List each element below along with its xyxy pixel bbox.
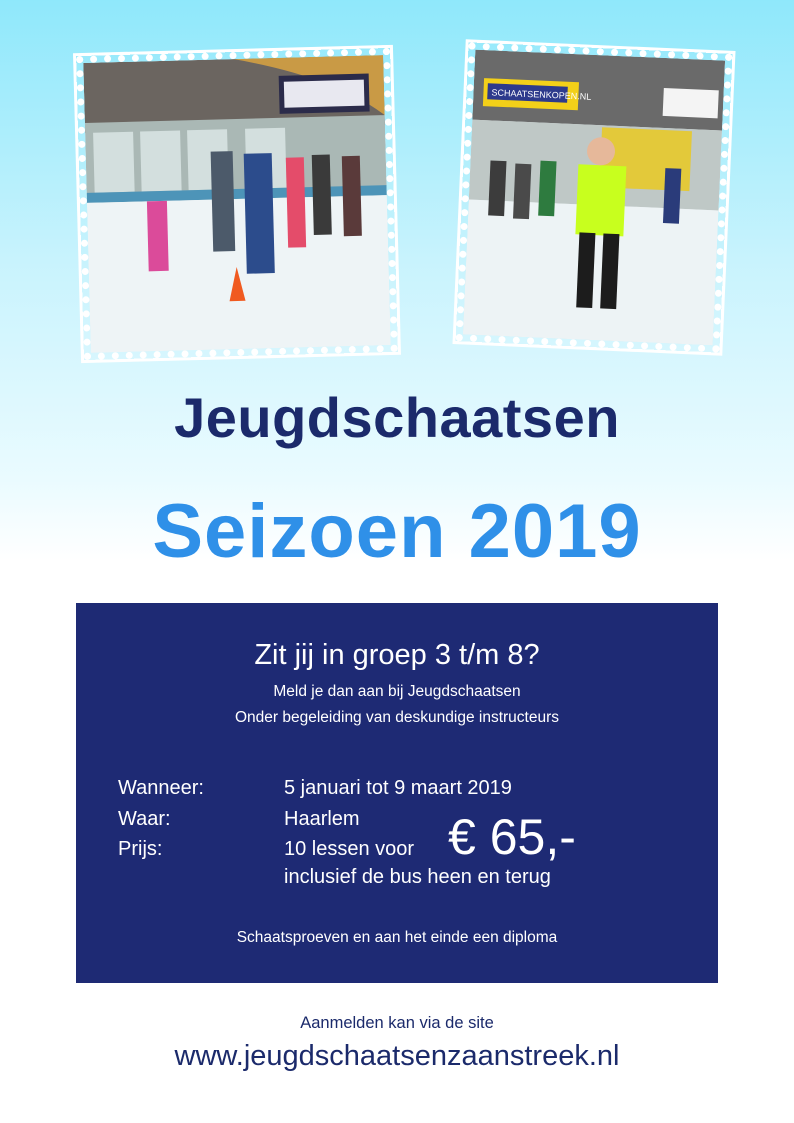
diploma-note: Schaatsproeven en aan het einde een diploma: [236, 929, 558, 946]
poster-subtitle: Seizoen 2019: [152, 489, 642, 574]
poster-title: Jeugdschaatsen: [174, 386, 620, 449]
price-label: Prijs:: [118, 838, 163, 860]
when-value: 5 januari tot 9 maart 2019: [284, 777, 512, 799]
website-link[interactable]: www.jeugdschaatsenzaanstreek.nl: [174, 1040, 620, 1072]
photo-boy-skating: [456, 42, 733, 352]
boy-skating-image: [463, 50, 725, 346]
price-amount: € 65,-: [448, 809, 576, 865]
price-value: 10 lessen voor: [284, 838, 415, 860]
signup-text: Aanmelden kan via de site: [300, 1014, 494, 1032]
skating-group-image: [83, 55, 390, 353]
where-value: Haarlem: [284, 808, 360, 830]
price-note: inclusief de bus heen en terug: [284, 866, 551, 888]
photo-skating-group: [76, 48, 398, 360]
sign-text: SCHAATSENKOPEN.NL: [491, 87, 592, 102]
signup-invitation: Meld je dan aan bij Jeugdschaatsen: [273, 683, 521, 700]
when-label: Wanneer:: [118, 777, 204, 799]
where-label: Waar:: [118, 808, 171, 830]
question-heading: Zit jij in groep 3 t/m 8?: [254, 639, 540, 671]
info-box: [76, 603, 718, 983]
instructors-note: Onder begeleiding van deskundige instructeurs: [235, 709, 559, 726]
